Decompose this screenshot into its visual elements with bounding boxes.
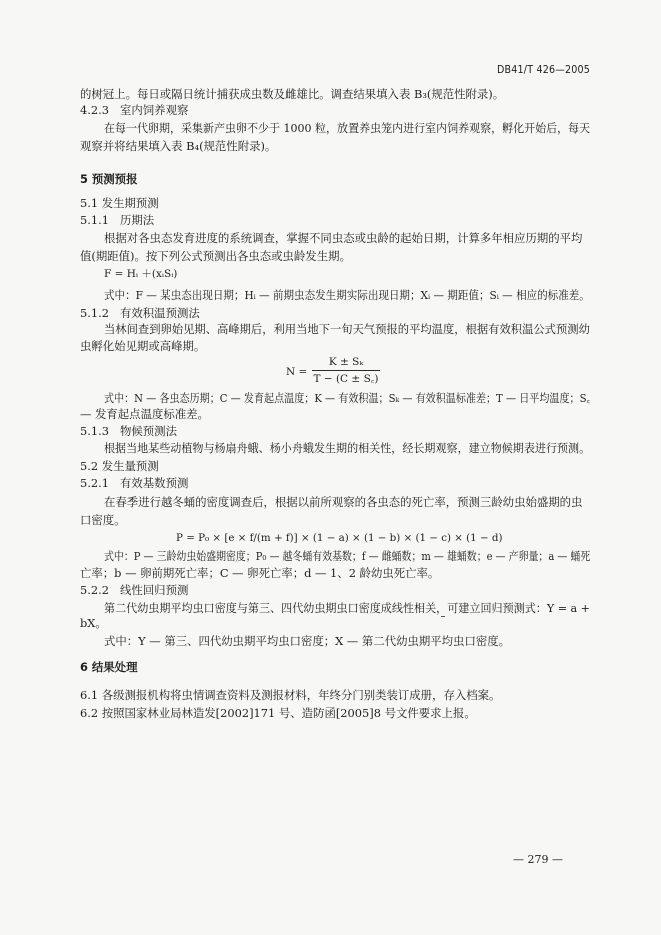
paragraph-line: bX。 — [80, 616, 107, 630]
paragraph-line: 在春季进行越冬蛹的密度调查后，根据以前所观察的各虫态的死亡率，预测三龄幼虫始盛期的虫 — [104, 495, 583, 509]
paragraph-line: 观察并将结果填入表 B₄(规范性附录)。 — [80, 139, 277, 153]
section-5-2-1-title: 有效基数预测 — [120, 476, 189, 490]
clause-6-1: 6.1 各级测报机构将虫情调查资料及测报材料，年终分门别类装订成册，存入档案。 — [80, 688, 501, 702]
formula-legend-line: 式中：N — 各虫态历期；C — 发育起点温度；K — 有效积温；Sₖ — 有效积温标准差；T — 日平均温度；S꜀ — [104, 391, 590, 405]
section-5-2-2-number: 5.2.2 — [80, 583, 109, 597]
paragraph-line: 第二代幼虫期平均虫口密度与第三、四代幼虫期虫口密度成线性相关，可建立回归预测式：Y = a + — [104, 601, 590, 615]
paragraph-line: 当林间查到卵始见期、高峰期后，利用当地下一旬天气预报的平均温度，根据有效积温公式预测幼 — [104, 322, 590, 336]
paragraph-line: 的树冠上。每日或隔日统计捕获成虫数及雌雄比。调查结果填入表 B₃(规范性附录)。 — [80, 87, 505, 101]
section-5-1-3-number: 5.1.3 — [80, 424, 109, 438]
section-5-1-1-title: 历期法 — [120, 213, 155, 227]
formula-numerator: K ± Sₖ — [328, 356, 364, 368]
formula-lhs: N = — [286, 366, 308, 378]
formula-legend-line: 亡率；b — 卵前期死亡率；C — 卵死亡率；d — 1、2 龄幼虫死亡率。 — [80, 566, 440, 580]
formula-denominator: T − (C ± S꜀) — [313, 373, 379, 385]
formula-legend-line: 式中：P — 三龄幼虫始盛期密度；P₀ — 越冬蛹有效基数；f — 雌蛹数；m — 雄蛹数；e — 产卵量；a — 蛹死 — [104, 549, 591, 563]
clause-6-2: 6.2 按照国家林业局林造发[2002]171 号、造防函[2005]8 号文件要求上报。 — [80, 706, 476, 720]
paragraph-line: 虫孵化始见期或高峰期。 — [80, 339, 206, 353]
paragraph-line: 根据当地某些动植物与杨扇舟蛾、杨小舟蛾发生期的相关性，经长期观察，建立物候期表进行预测。 — [104, 441, 591, 455]
page-number: — 279 — — [513, 853, 563, 866]
formula-history-method: F = Hᵢ ＋(xᵢSᵢ) — [104, 268, 178, 280]
section-4-2-3-title: 室内饲养观察 — [120, 103, 189, 117]
formula-legend-line: 式中：Y — 第三、四代幼虫期平均虫口密度；X — 第二代幼虫期平均虫口密度。 — [104, 634, 511, 648]
formula-legend-line: 式中：F — 某虫态出现日期；Hᵢ — 前期虫态发生期实际出现日期；Xᵢ — 期距值；Sᵢ — 相应的标准差。 — [104, 288, 590, 302]
section-5-2-heading: 5.2 发生量预测 — [80, 459, 159, 473]
section-5-1-3-title: 物候预测法 — [120, 424, 177, 438]
section-6-heading: 6 结果处理 — [80, 660, 138, 674]
paragraph-line: 根据对各虫态发育进度的系统调查，掌握不同虫态或虫龄的起始日期，计算多年相应历期的平均 — [104, 231, 583, 245]
paragraph-line: 值(期距值)。按下列公式预测出各虫态或虫龄发生期。 — [80, 249, 351, 263]
formula-legend-line: — 发育起点温度标准差。 — [80, 407, 209, 421]
section-5-1-2-number: 5.1.2 — [80, 306, 109, 320]
formula-base-number: P = P₀ × [e × f/(m + f)] × (1 − a) × (1 − b) × (1 − c) × (1 − d) — [176, 532, 503, 544]
section-5-2-1-number: 5.2.1 — [80, 476, 109, 490]
section-5-1-1-number: 5.1.1 — [80, 213, 109, 227]
fraction-bar — [312, 370, 380, 371]
section-5-heading: 5 预测预报 — [80, 172, 138, 186]
scan-mark — [441, 616, 445, 620]
section-5-2-2-title: 线性回归预测 — [120, 583, 189, 597]
section-5-1-2-title: 有效积温预测法 — [120, 306, 200, 320]
section-5-1-heading: 5.1 发生期预测 — [80, 196, 159, 210]
paragraph-line: 口密度。 — [80, 513, 126, 527]
paragraph-line: 在每一代卵期，采集新产虫卵不少于 1000 粒，放置养虫笼内进行室内饲养观察，孵化开始后，每天 — [104, 121, 591, 135]
document-id: DB41/T 426—2005 — [497, 64, 591, 76]
section-4-2-3-number: 4.2.3 — [80, 103, 109, 117]
